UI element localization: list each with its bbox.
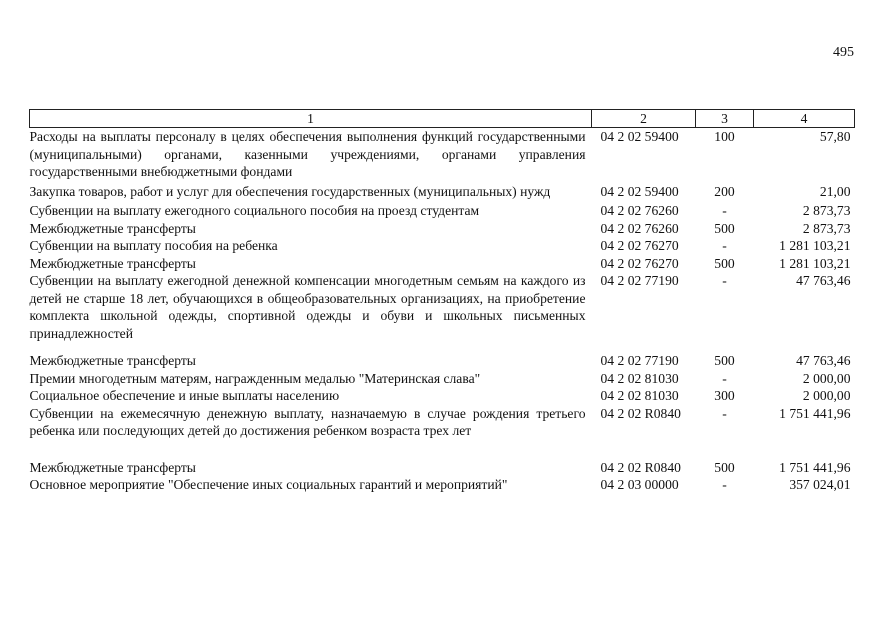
row-expense-type: - (722, 405, 727, 421)
row-description: Межбюджетные трансферты (29, 220, 196, 236)
row-code: 04 2 02 76260 (600, 203, 679, 218)
row-expense-type: 200 (714, 183, 735, 199)
row-amount: 357 024,01 (789, 477, 851, 492)
table-row (30, 202, 855, 220)
row-expense-type: - (722, 203, 727, 218)
row-description: Межбюджетные трансферты (29, 255, 196, 271)
table-row (30, 405, 855, 459)
row-expense-type: 500 (714, 459, 735, 475)
table-row (30, 237, 855, 255)
row-code: 04 2 02 76270 (600, 238, 679, 253)
row-description: Закупка товаров, работ и услуг для обеспечения государственных (муниципальных) нужд (29, 183, 551, 199)
row-code: 04 2 02 59400 (600, 183, 679, 199)
row-expense-type: 300 (714, 388, 735, 403)
row-code: 04 2 02 R0840 (600, 459, 681, 475)
header-col-2: 2 (592, 110, 696, 128)
table-row (30, 272, 855, 352)
row-code: 04 2 02 76260 (600, 220, 679, 236)
table-row (30, 459, 855, 477)
row-expense-type: 500 (714, 353, 735, 368)
row-code: 04 2 02 R0840 (600, 405, 681, 421)
row-expense-type: - (722, 477, 727, 492)
row-code: 04 2 03 00000 (600, 477, 679, 492)
row-description: Субвенции на выплату ежегодной денежной компенсации многодетным семьям на каждого из детей не старше 18 лет, обучающихся в общеобразовательных организациях, на приобретение комплекта школьной одежды, спортивной одежды и обуви и школьных письменных принадлежностей (29, 273, 586, 341)
row-code: 04 2 02 59400 (600, 129, 679, 144)
row-amount: 2 873,73 (802, 203, 851, 218)
row-description: Субвенции на выплату ежегодного социального пособия на проезд студентам (29, 203, 480, 218)
row-code: 04 2 02 77190 (600, 273, 679, 288)
row-amount: 47 763,46 (796, 273, 851, 288)
row-code: 04 2 02 76270 (600, 255, 679, 271)
row-amount: 47 763,46 (796, 353, 851, 368)
row-description: Социальное обеспечение и иные выплаты населению (29, 388, 340, 403)
row-amount: 1 281 103,21 (779, 238, 851, 253)
row-code: 04 2 02 81030 (600, 370, 679, 386)
row-code: 04 2 02 77190 (600, 353, 679, 368)
row-description: Основное мероприятие "Обеспечение иных социальных гарантий и мероприятий" (29, 477, 508, 492)
table-row (30, 352, 855, 370)
table-row (30, 255, 855, 273)
table-row (30, 220, 855, 238)
row-amount: 1 751 441,96 (779, 405, 851, 421)
table-row (30, 387, 855, 405)
table-row (30, 476, 855, 494)
row-amount: 1 281 103,21 (779, 255, 851, 271)
table-header-row (30, 110, 855, 128)
row-amount: 21,00 (819, 183, 851, 199)
row-description: Межбюджетные трансферты (29, 353, 196, 368)
row-description: Межбюджетные трансферты (29, 459, 196, 475)
row-amount: 2 873,73 (802, 220, 851, 236)
row-description: Субвенции на выплату пособия на ребенка (29, 238, 278, 253)
header-col-4: 4 (754, 110, 855, 128)
row-description: Субвенции на ежемесячную денежную выплату, назначаемую в случае рождения третьего ребенка или последующих детей до достижения ребенком возраста трех лет (29, 405, 586, 438)
row-description: Премии многодетным матерям, награжденным медалью "Материнская слава" (29, 370, 481, 386)
row-amount: 2 000,00 (802, 370, 851, 386)
page-number: 495 (833, 45, 854, 60)
row-expense-type: - (722, 273, 727, 288)
row-amount: 2 000,00 (802, 388, 851, 403)
row-expense-type: - (722, 370, 727, 386)
budget-table (29, 109, 855, 494)
row-expense-type: 100 (714, 129, 735, 144)
row-expense-type: 500 (714, 220, 735, 236)
row-expense-type: 500 (714, 255, 735, 271)
row-amount: 57,80 (819, 129, 851, 144)
row-amount: 1 751 441,96 (779, 459, 851, 475)
table-row (30, 183, 855, 203)
table-row (30, 370, 855, 388)
row-description: Расходы на выплаты персоналу в целях обеспечения выполнения функций государственными (муниципальными) органами, казенными учреждениями, органами управления государственными внебюджетными фондами (29, 129, 586, 179)
header-col-1: 1 (30, 110, 592, 128)
header-col-3: 3 (696, 110, 754, 128)
row-code: 04 2 02 81030 (600, 388, 679, 403)
table-row (30, 128, 855, 183)
row-expense-type: - (722, 238, 727, 253)
